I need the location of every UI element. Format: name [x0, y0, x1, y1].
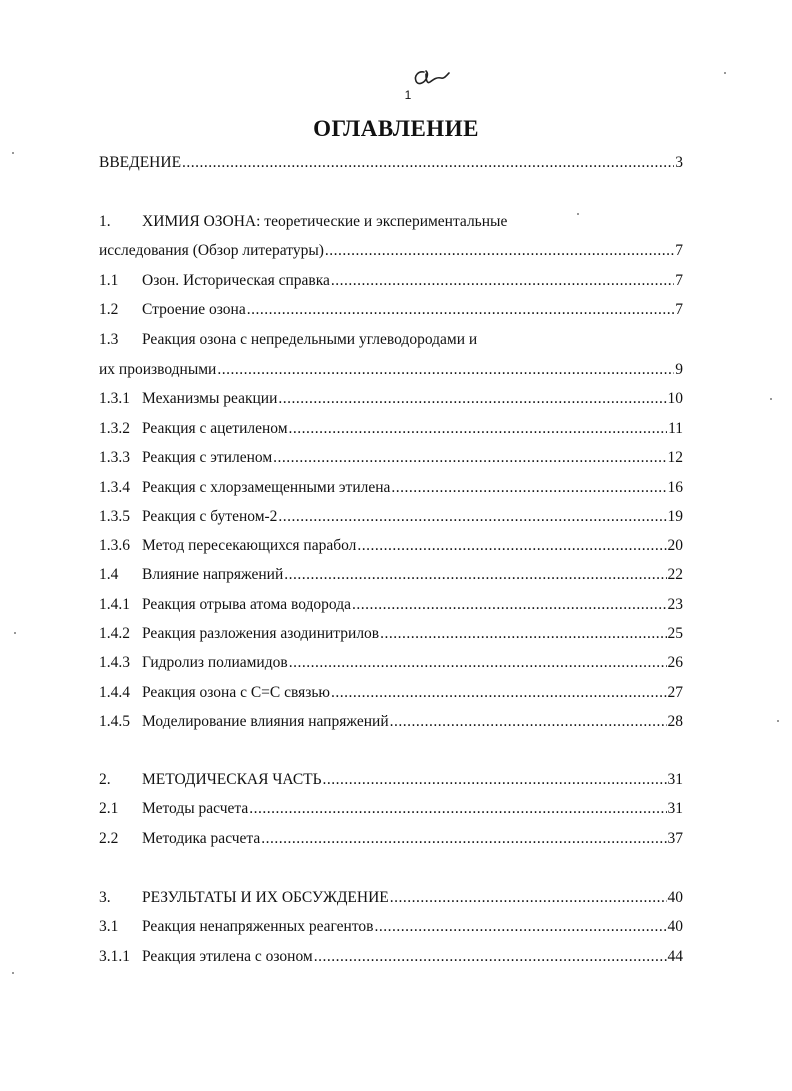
- toc-entry-page: 9: [675, 361, 683, 378]
- toc-entry-1-3-5[interactable]: [99, 508, 683, 530]
- toc-entry-number: 1.4.1: [99, 596, 130, 613]
- toc-entry-text: их производными: [99, 361, 217, 378]
- toc-chapter-2[interactable]: [99, 771, 683, 793]
- handwritten-mark: [408, 62, 458, 94]
- dot-leader: [390, 713, 667, 731]
- toc-entry-number: 1.3.1: [99, 390, 130, 407]
- toc-entry-1-3-3[interactable]: [99, 449, 683, 471]
- toc-entry-1-3-continuation[interactable]: [99, 361, 683, 383]
- toc-entry-number: 1.4.5: [99, 713, 130, 730]
- dot-leader: [390, 889, 667, 907]
- toc-entry-page: 40: [667, 918, 683, 935]
- toc-entry-page: 40: [667, 889, 683, 906]
- toc-entry-page: 22: [667, 566, 683, 583]
- toc-entry-text: Реакция этилена с озоном: [142, 948, 313, 965]
- dot-leader: [289, 420, 668, 438]
- dot-leader: [284, 566, 666, 584]
- toc-entry-text: Методика расчета: [142, 830, 261, 847]
- toc-entry-text: Озон. Историческая справка: [142, 272, 330, 289]
- dot-leader: [247, 301, 675, 319]
- toc-entry-1-3-2[interactable]: [99, 420, 683, 442]
- toc-entry-text: исследования (Обзор литературы): [99, 242, 324, 259]
- toc-entry-text: Влияние напряжений: [142, 566, 284, 583]
- scan-speck: [577, 213, 579, 215]
- dot-leader: [278, 390, 666, 408]
- toc-chapter-1-heading[interactable]: [99, 213, 683, 235]
- toc-entry-page: 3: [675, 154, 683, 171]
- toc-entry-1-4-1[interactable]: [99, 596, 683, 618]
- toc-entry-1-2[interactable]: [99, 301, 683, 323]
- toc-entry-text: Реакция с бутеном-2: [142, 508, 278, 525]
- scan-speck: [14, 632, 16, 634]
- scan-speck: [12, 972, 14, 974]
- toc-entry-number: 1.3.6: [99, 537, 130, 554]
- toc-entry-1-4[interactable]: [99, 566, 683, 588]
- toc-entry-number: 2.: [99, 771, 111, 788]
- toc-entry-number: 3.1: [99, 918, 119, 935]
- page-title: ОГЛАВЛЕНИЕ: [313, 116, 479, 141]
- toc-entry-1-3-4[interactable]: [99, 479, 683, 501]
- toc-entry-text: Реакция с хлорзамещенными этилена: [142, 479, 391, 496]
- toc-entry-text: Гидролиз полиамидов: [142, 654, 288, 671]
- toc-entry-page: 25: [667, 625, 683, 642]
- page-number: 1: [404, 88, 412, 102]
- toc-entry-page: 19: [667, 508, 683, 525]
- toc-entry-number: 1.2: [99, 301, 119, 318]
- dot-leader: [289, 654, 667, 672]
- scan-speck: [770, 398, 772, 400]
- toc-entry-1-1[interactable]: [99, 272, 683, 294]
- dot-leader: [273, 449, 666, 467]
- toc-entry-text: МЕТОДИЧЕСКАЯ ЧАСТЬ: [142, 771, 322, 788]
- toc-entry-page: 26: [667, 654, 683, 671]
- toc-entry-number: 2.2: [99, 830, 119, 847]
- toc-entry-1-3-6[interactable]: [99, 537, 683, 559]
- toc-entry-text: Реакция с ацетиленом: [142, 420, 288, 437]
- toc-entry-page: 44: [667, 948, 683, 965]
- toc-entry-page: 27: [667, 684, 683, 701]
- toc-entry-page: 31: [667, 771, 683, 788]
- toc-entry-text: РЕЗУЛЬТАТЫ И ИХ ОБСУЖДЕНИЕ: [142, 889, 389, 906]
- toc-entry-page: 12: [667, 449, 683, 466]
- toc-entry-number: 1.3.3: [99, 449, 130, 466]
- scan-speck: [12, 152, 14, 154]
- toc-entry-page: 7: [675, 301, 683, 318]
- dot-leader: [278, 508, 666, 526]
- toc-entry-page: 16: [667, 479, 683, 496]
- toc-entry-number: 1.4.2: [99, 625, 130, 642]
- dot-leader: [182, 154, 674, 172]
- toc-chapter-3[interactable]: [99, 889, 683, 911]
- toc-entry-number: 1.4.4: [99, 684, 130, 701]
- toc-entry-3-1-1[interactable]: [99, 948, 683, 970]
- dot-leader: [261, 830, 666, 848]
- toc-entry-3-1[interactable]: [99, 918, 683, 940]
- toc-entry-1-4-5[interactable]: [99, 713, 683, 735]
- toc-entry-text: ВВЕДЕНИЕ: [99, 154, 182, 171]
- toc-entry-number: 1.3: [99, 331, 119, 348]
- toc-entry-page: 28: [667, 713, 683, 730]
- toc-entry-page: 7: [675, 242, 683, 259]
- toc-entry-text: Реакция отрыва атома водорода: [142, 596, 351, 613]
- toc-entry-number: 1.4: [99, 566, 119, 583]
- toc-entry-number: 1.: [99, 213, 111, 230]
- toc-entry-text: Моделирование влияния напряжений: [142, 713, 389, 730]
- toc-entry-page: 37: [667, 830, 683, 847]
- toc-entry-number: 3.: [99, 889, 111, 906]
- toc-entry-number: 2.1: [99, 800, 119, 817]
- toc-entry-1-4-3[interactable]: [99, 654, 683, 676]
- scan-speck: [777, 720, 779, 722]
- dot-leader: [323, 771, 667, 789]
- dot-leader: [331, 272, 674, 290]
- dot-leader: [391, 479, 666, 497]
- toc-entry-number: 1.3.2: [99, 420, 130, 437]
- toc-entry-page: 10: [667, 390, 683, 407]
- toc-entry-text: Метод пересекающихся парабол: [142, 537, 357, 554]
- toc-entry-1-4-4[interactable]: [99, 684, 683, 706]
- scan-speck: [724, 72, 726, 74]
- toc-entry-text: Механизмы реакции: [142, 390, 278, 407]
- toc-entry-page: 23: [667, 596, 683, 613]
- dot-leader: [352, 596, 667, 614]
- toc-entry-text: ХИМИЯ ОЗОНА: теоретические и экспериментальные: [142, 213, 508, 230]
- dot-leader: [331, 684, 666, 702]
- toc-entry-text: Методы расчета: [142, 800, 249, 817]
- toc-entry-1-3-heading[interactable]: [99, 331, 683, 353]
- toc-entry-number: 1.3.5: [99, 508, 130, 525]
- toc-entry-page: 7: [675, 272, 683, 289]
- toc-entry-text: Реакция ненапряженных реагентов: [142, 918, 374, 935]
- dot-leader: [375, 918, 667, 936]
- dot-leader: [217, 361, 674, 379]
- toc-entry-2-1[interactable]: [99, 800, 683, 822]
- toc-entry-text: Реакция озона с непредельными углеводородами и: [142, 331, 478, 348]
- toc-entry-text: Реакция разложения азодинитрилов: [142, 625, 380, 642]
- toc-entry-page: 31: [667, 800, 683, 817]
- dot-leader: [380, 625, 666, 643]
- toc-entry-1-4-2[interactable]: [99, 625, 683, 647]
- toc-entry-introduction[interactable]: [99, 154, 683, 176]
- toc-entry-text: Строение озона: [142, 301, 246, 318]
- toc-entry-page: 20: [667, 537, 683, 554]
- toc-entry-page: 11: [668, 420, 683, 437]
- dot-leader: [357, 537, 666, 555]
- toc-entry-1-3-1[interactable]: [99, 390, 683, 412]
- dot-leader: [325, 242, 674, 260]
- toc-entry-number: 3.1.1: [99, 948, 130, 965]
- dot-leader: [249, 800, 666, 818]
- toc-entry-number: 1.3.4: [99, 479, 130, 496]
- toc-entry-2-2[interactable]: [99, 830, 683, 852]
- toc-chapter-1-continuation[interactable]: [99, 242, 683, 264]
- toc-entry-number: 1.4.3: [99, 654, 130, 671]
- toc-entry-text: Реакция с этиленом: [142, 449, 273, 466]
- toc-entry-number: 1.1: [99, 272, 119, 289]
- dot-leader: [314, 948, 667, 966]
- toc-entry-text: Реакция озона с С=С связью: [142, 684, 331, 701]
